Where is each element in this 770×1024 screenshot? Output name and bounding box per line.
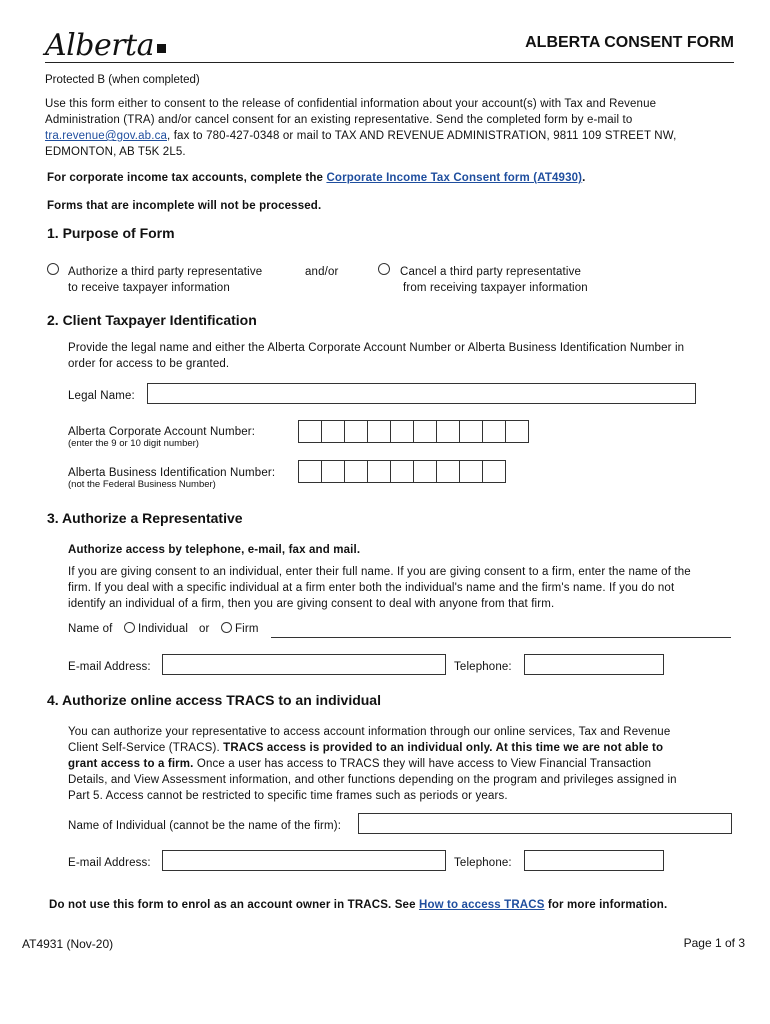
corp-account-digit-box[interactable] xyxy=(344,420,368,443)
at4930-link[interactable]: Corporate Income Tax Consent form (AT4930) xyxy=(326,172,583,184)
bin-digit-box[interactable] xyxy=(367,460,391,483)
legal-name-input[interactable] xyxy=(147,383,696,404)
authorize-option-label: Authorize a third party representative to receive taxpayer information xyxy=(68,266,263,294)
header-divider xyxy=(45,62,734,63)
logo-wordmark: Alberta xyxy=(45,28,154,63)
incomplete-warning: Forms that are incomplete will not be processed. xyxy=(47,200,322,212)
corp-account-label: Alberta Corporate Account Number: xyxy=(68,426,256,438)
corp-account-hint: (enter the 9 or 10 digit number) xyxy=(68,438,199,449)
intro-paragraph xyxy=(45,96,735,160)
form-id: AT4931 (Nov-20) xyxy=(22,937,114,951)
s3-telephone-input[interactable] xyxy=(524,654,664,675)
bin-digit-box[interactable] xyxy=(344,460,368,483)
bin-digit-box[interactable] xyxy=(390,460,414,483)
section-1-title: 1. Purpose of Form xyxy=(47,225,175,241)
corp-account-digit-box[interactable] xyxy=(436,420,460,443)
corporate-note: For corporate income tax accounts, complete the Corporate Income Tax Consent form (AT4930). xyxy=(47,172,586,184)
bin-label: Alberta Business Identification Number: xyxy=(68,467,276,479)
corp-account-digit-box[interactable] xyxy=(298,420,322,443)
intro-line-1: Use this form either to consent to the release of confidential information about your account(s) with Tax and Revenue xyxy=(45,98,657,110)
individual-radio[interactable] xyxy=(124,622,135,633)
bin-digit-box[interactable] xyxy=(459,460,483,483)
bin-hint: (not the Federal Business Number) xyxy=(68,479,216,490)
intro-line-2: Administration (TRA) and/or cancel consent for an existing representative. Send the completed form by e-mail to xyxy=(45,114,633,126)
s4-email-label: E-mail Address: xyxy=(68,857,151,869)
name-of-label: Name of xyxy=(68,623,113,635)
cancel-radio[interactable] xyxy=(378,263,390,275)
bin-digit-box[interactable] xyxy=(298,460,322,483)
corp-account-digit-boxes[interactable] xyxy=(298,420,528,443)
how-to-access-tracs-link[interactable]: How to access TRACS xyxy=(418,899,545,911)
section-3-subtitle: Authorize access by telephone, e-mail, fax and mail. xyxy=(68,544,361,556)
corp-account-digit-box[interactable] xyxy=(321,420,345,443)
s3-email-label: E-mail Address: xyxy=(68,661,151,673)
intro-line-3: tra.revenue@gov.ab.ca, fax to 780-427-0348 or mail to TAX AND REVENUE ADMINISTRATION, 9811 109 STREET NW, xyxy=(45,130,677,142)
firm-radio[interactable] xyxy=(221,622,232,633)
cancel-option-label: Cancel a third party representative from receiving taxpayer information xyxy=(400,266,588,294)
section-2-title: 2. Client Taxpayer Identification xyxy=(47,312,257,328)
form-title: ALBERTA CONSENT FORM xyxy=(525,34,734,51)
section-3-description: If you are giving consent to an individual, enter their full name. If you are giving consent to a firm, enter the name of the firm. If you deal with a specific individual at a firm enter both the individual's name and the firm's name. If you do not identify an individual of a firm, then you are giving consent to deal with anyone from that firm. xyxy=(68,566,691,610)
corp-account-digit-box[interactable] xyxy=(505,420,529,443)
or-label: or xyxy=(199,623,210,635)
section-2-description: Provide the legal name and either the Alberta Corporate Account Number or Alberta Business Identification Number in order for access to be granted. xyxy=(68,342,685,370)
s3-telephone-label: Telephone: xyxy=(454,661,512,673)
bin-digit-box[interactable] xyxy=(413,460,437,483)
corp-account-digit-box[interactable] xyxy=(459,420,483,443)
corp-account-digit-box[interactable] xyxy=(390,420,414,443)
corp-account-digit-box[interactable] xyxy=(367,420,391,443)
firm-label: Firm xyxy=(235,623,259,635)
section-4-title: 4. Authorize online access TRACS to an individual xyxy=(47,692,381,708)
section-3-title: 3. Authorize a Representative xyxy=(47,510,243,526)
bin-digit-box[interactable] xyxy=(482,460,506,483)
legal-name-label: Legal Name: xyxy=(68,390,135,402)
bin-digit-boxes[interactable] xyxy=(298,460,505,483)
protected-label: Protected B (when completed) xyxy=(45,74,200,86)
intro-line-4: EDMONTON, AB T5K 2L5. xyxy=(45,146,186,158)
page-number: Page 1 of 3 xyxy=(683,936,745,950)
s3-email-input[interactable] xyxy=(162,654,446,675)
corp-account-digit-box[interactable] xyxy=(482,420,506,443)
s4-name-label: Name of Individual (cannot be the name of the firm): xyxy=(68,820,342,832)
andor-label: and/or xyxy=(305,266,339,278)
bin-digit-box[interactable] xyxy=(321,460,345,483)
s4-telephone-label: Telephone: xyxy=(454,857,512,869)
section-4-description: You can authorize your representative to access account information through our online services, Tax and Revenue Client Self-Service (TRACS). TRACS access is provided to an individual only. At this time we are not able to grant access to a firm. Once a user has access to TRACS they will have access to View Financial Transaction Details, and View Assessment information, and other functions depending on the program and privileges assigned in Part 5. Access cannot be restricted to specific time frames such as periods or years. xyxy=(68,726,677,802)
individual-label: Individual xyxy=(138,623,189,635)
corp-account-digit-box[interactable] xyxy=(413,420,437,443)
email-link[interactable]: tra.revenue@gov.ab.ca xyxy=(45,130,168,142)
s4-email-input[interactable] xyxy=(162,850,446,871)
representative-name-line[interactable] xyxy=(271,637,731,638)
tracs-enrol-note: Do not use this form to enrol as an account owner in TRACS. See How to access TRACS for more information. xyxy=(49,899,668,911)
s4-telephone-input[interactable] xyxy=(524,850,664,871)
bin-digit-box[interactable] xyxy=(436,460,460,483)
authorize-radio[interactable] xyxy=(47,263,59,275)
logo-flag-icon xyxy=(157,44,166,53)
s4-individual-name-input[interactable] xyxy=(358,813,732,834)
